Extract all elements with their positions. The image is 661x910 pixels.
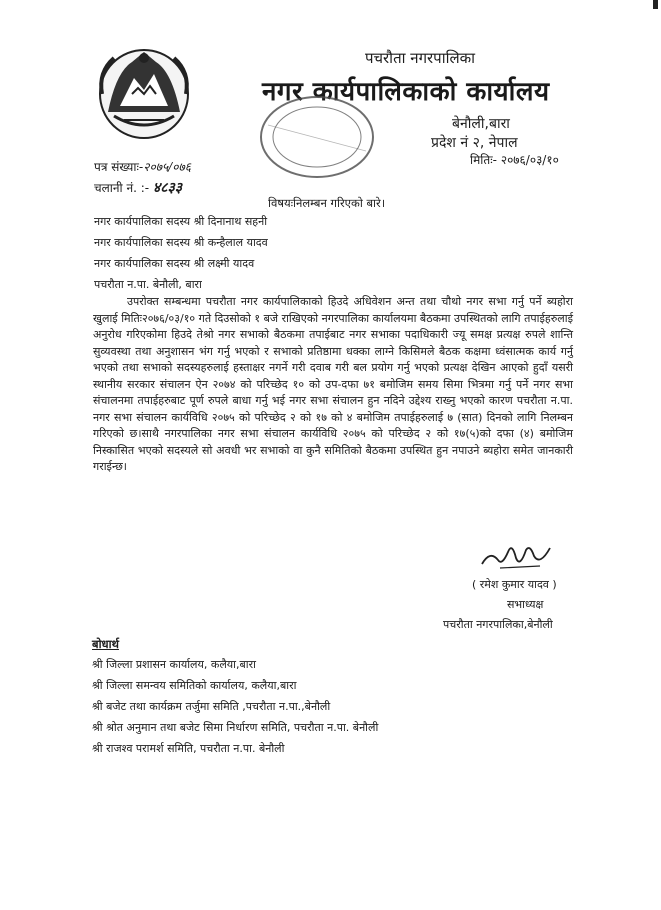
office-stamp-icon [258,95,376,180]
signatory-name: ( रमेश कुमार यादव ) [472,578,557,591]
body-paragraph: उपरोक्त सम्बन्धमा पचरौता नगर कार्यपालिकाको हिउदे अधिवेशन अन्त तथा चौथो नगर सभा गर्नु पर्ने ब्यहोरा खुलाई मितिः२०७६/०३/१० गते दिउसोको १ बजे राखिएको नगरपालिका कार्यालयमा बैठकमा उपस्थितको लागि तपाईहरुलाई अनुरोध गरिएकोमा हिउदे तेश्रो नगर सभाको बैठकमा तपाईबाट नगर सभाका पदाधिकारी ज्यू समक्ष प्रत्यक्ष रुपले शान्ति सुव्यवस्था तथा अनुशासन भंग गर्नु भएको र सभाको प्रतिष्ठामा धक्का लाग्ने किसिमले बैठक कक्षमा ध्वंसात्मक कार्य गर्नु भएको तथा सभाको सदस्यहरुलाई हस्ताक्षर नगर्ने गरी दवाब गरी बल प्रयोग गर्नु भएको प्रत्यक्ष देखिन आएको हुदाँ यसरी स्थानीय सरकार संचालन ऐन २०७४ को परिच्छेद १० को उप-दफा ७१ बमोजिम समय सिमा भित्रमा गर्नु पर्ने नगर सभा संचालनमा तपाईहरुबाट पूर्ण रुपले बाधा गर्नु भई नगर सभा संचालन हुन नदिने उद्देश्य राख्नु भएको कारण पचरौता न.पा. नगर सभा संचालन कार्यविधि २०७५ को परिच्छेद २ को १७ को ४ बमोजिम तपाईहरुलाई ७ (सात) दिनको लागि निलम्बन गरिएको छ।साथै नगरपालिका नगर सभा संचालन कार्यविधि २०७५ को परिच्छेद २ को १७(५)को दफा (४) बमोजिम निस्कासित भएको सदस्यले सो अवधी भर सभाको वा कुनै समितिको बैठकमा उपस्थित हुन नपाउने ब्यहोरा समेत जानकारी गराईन्छ। [93,295,573,473]
municipality-name: पचरौता नगरपालिका [365,49,476,67]
cc-item: श्री श्रोत अनुमान तथा बजेट सिमा निर्धारण समिति, पचरौता न.पा. बेनौली [92,721,379,734]
cc-item: श्री जिल्ला प्रशासन कार्यालय, कलैया,बारा [92,658,257,671]
signatory-organization: पचरौता नगरपालिका,बेनौली [443,618,553,631]
cc-item: श्री बजेट तथा कार्यक्रम तर्जुमा समिति ,पचरौता न.पा.,बेनौली [92,700,331,713]
letter-body [93,294,573,476]
letter-subject: विषयःनिलम्बन गरिएको बारे। [268,196,386,210]
scan-edge-mark [653,0,658,9]
office-province: प्रदेश नं २, नेपाल [431,135,518,151]
cc-heading: बोधार्थ [92,637,119,651]
cc-item: श्री राजश्व परामर्श समिति, पचरौता न.पा. बेनौली [92,742,285,755]
office-place: बेनौली,बारा [452,116,510,132]
dispatch-number: चलानी नं. :- ४८३३ [94,180,183,196]
signature-icon [480,538,552,574]
cc-item: श्री जिल्ला समन्वय समितिको कार्यालय, कलैया,बारा [92,679,297,692]
addressee-line: नगर कार्यपालिका सदस्य श्री कन्हैलाल यादव [94,236,268,249]
nepal-emblem-icon [94,42,194,142]
office-title: नगर कार्यपालिकाको कार्यालय [262,77,550,107]
signatory-title: सभाध्यक्ष [507,598,544,611]
letter-date: मितिः- २०७६/०३/१० [470,153,559,167]
addressee-line: नगर कार्यपालिका सदस्य श्री दिनानाथ सहनी [94,215,268,228]
addressee-line: नगर कार्यपालिका सदस्य श्री लक्ष्मी यादव [94,257,255,270]
reference-number: पत्र संख्याः-२०७५/०७६ [94,160,191,174]
addressee-line: पचरौता न.पा. बेनौली, बारा [94,278,202,291]
